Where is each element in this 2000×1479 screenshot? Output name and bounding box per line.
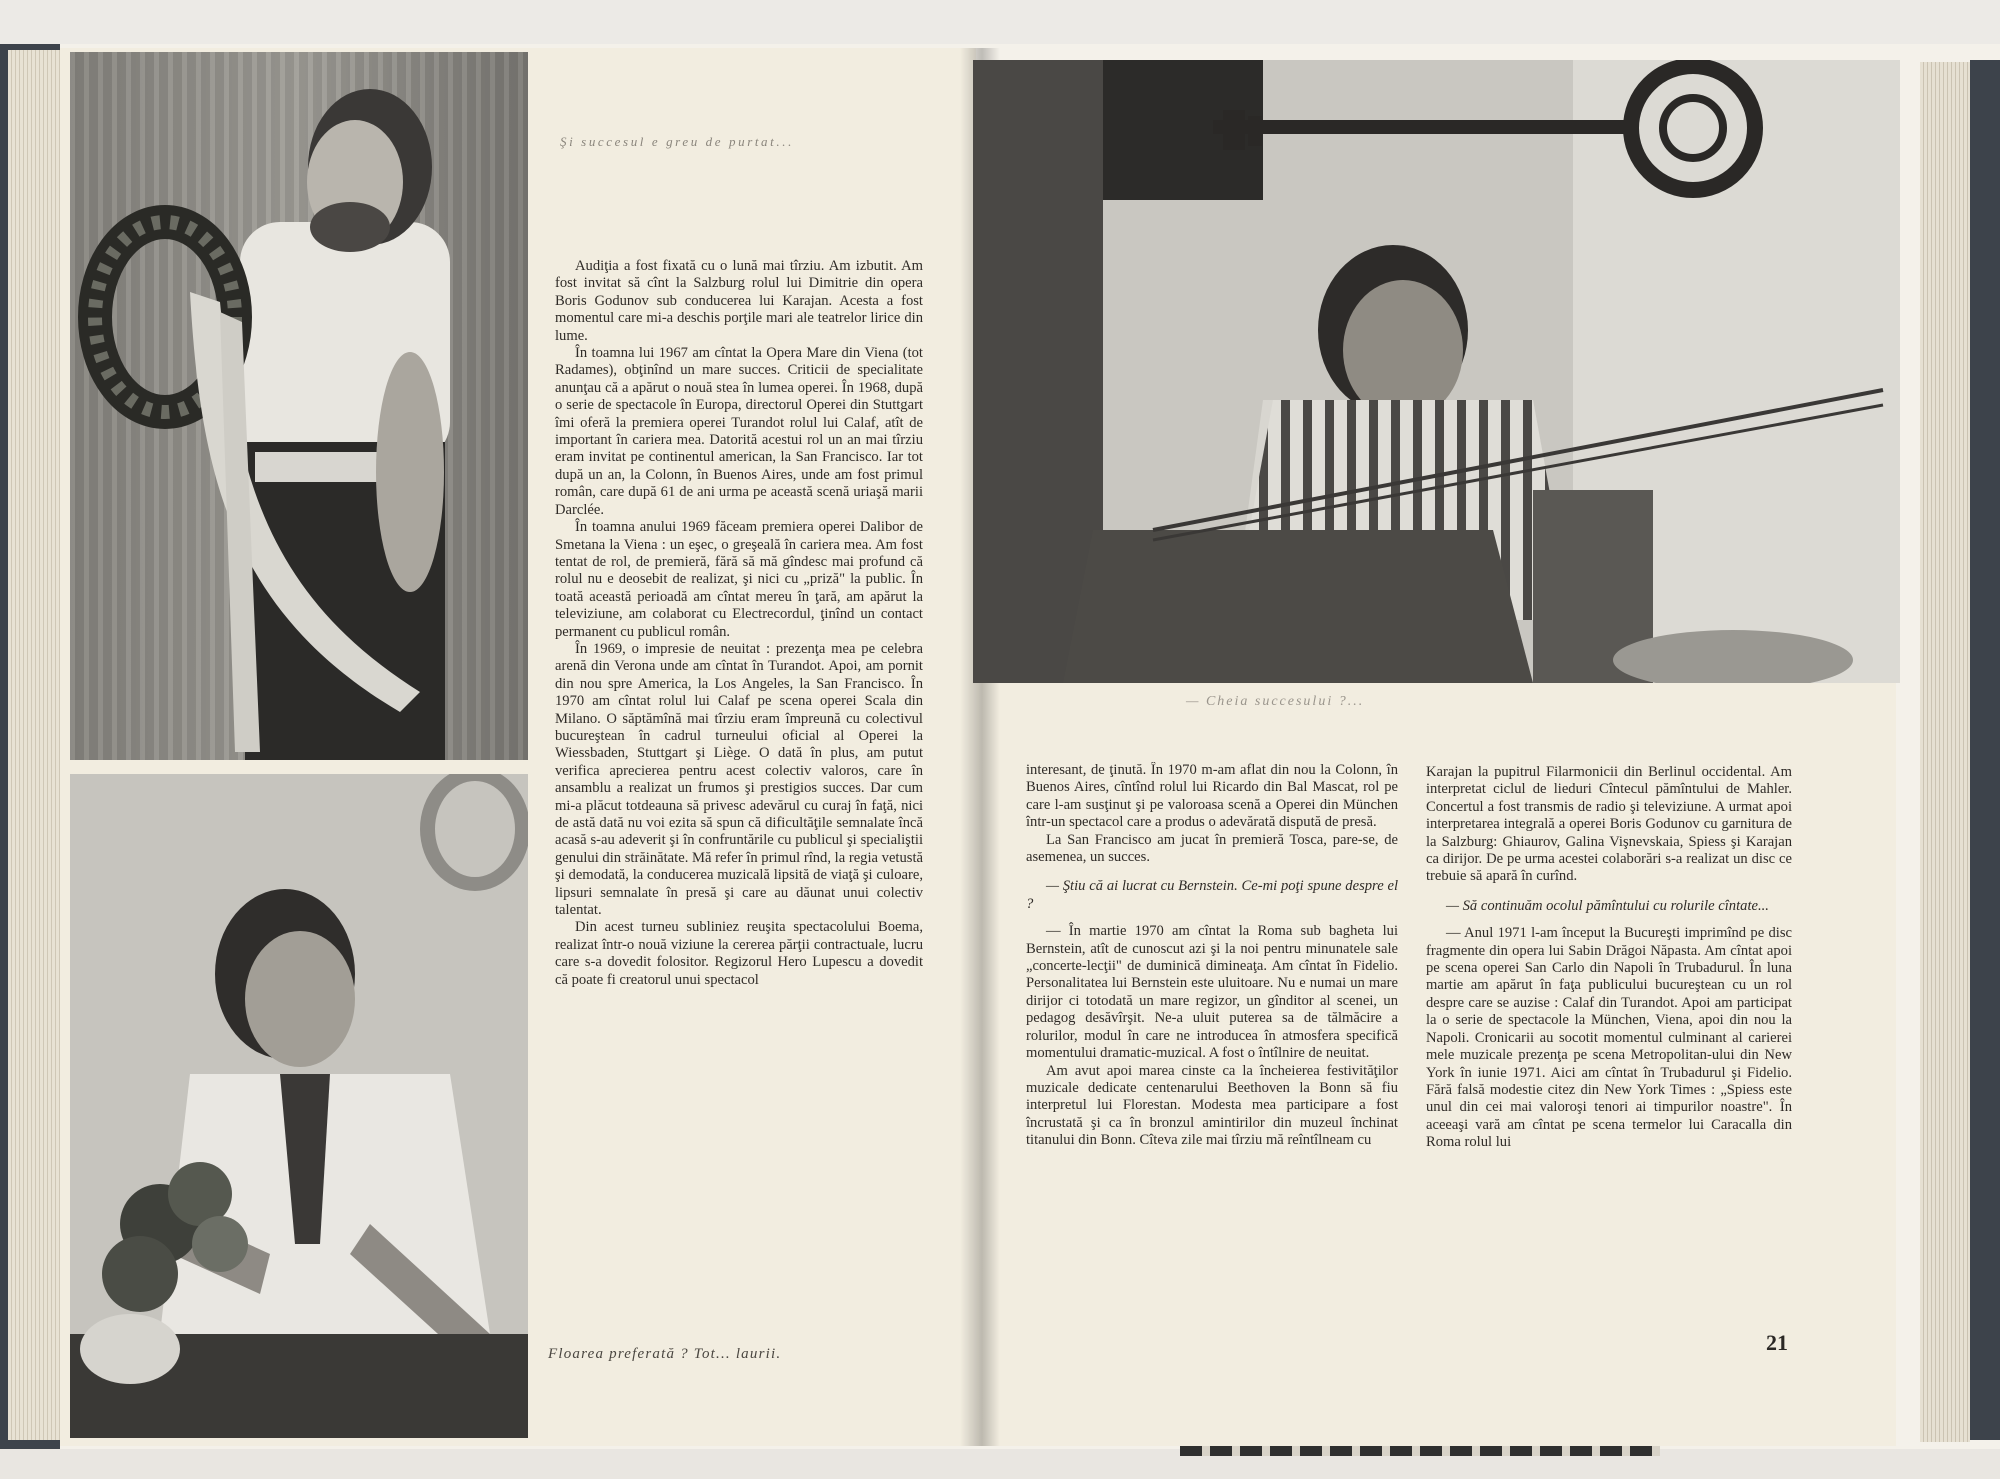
caption-bottom: Floarea preferată ? Tot... laurii.: [548, 1346, 782, 1362]
paragraph: Din acest turneu subliniez reuşita spectacolului Boema, realizat într-o nouă viziune la cererea părţii contractuale, lucru care s-a dovedit folositor. Regizorul Hero Lupescu a dovedit că poate fi creatorul unui spectacol: [555, 919, 923, 988]
page-edges-right: [1920, 62, 1970, 1442]
caption-key: — Cheia succesului ?...: [1186, 694, 1365, 709]
interview-question: — Să continuăm ocolul pămîntului cu rolurile cîntate...: [1446, 897, 1769, 914]
paragraph: — În martie 1970 am cîntat la Roma sub bagheta lui Bernstein, atît de cunoscut azi şi la noi pentru minunatele sale „concerte-lecţii" de duminică dimineaţa. Am cîntat în Fidelio. Personalitatea lui Bernstein este uluitoare. Nu e numai un mare dirijor ci totodată un mare regizor, un gînditor al scenei, un pedagog desăvîrşit. Ne-a uluit puterea sa de tălmăcire a rolurilor, modul în care ne introducea în atmosfera specifică momentului dramatic-muzical. A fost o întîlnire de neuitat.: [1026, 923, 1398, 1062]
article-column-3: [1426, 764, 1792, 1320]
page-number: 21: [1766, 1330, 1788, 1355]
paragraph: În toamna lui 1967 am cîntat la Opera Mare din Viena (tot Radames), obţinînd un mare succes. Criticii de specialitate anunţau că a apărut o nouă stea în lumea operei. În 1968, după o serie de spectacole în Europa, directorul Operei din Stuttgart îmi oferă la premiera operei Turandot rolul lui Calaf, atît de important în cariera mea. Datorită acestui rol un an mai tîrziu eram invitat pe continentul american, la San Francisco. Iar tot după un an, la Colonn, în Buenos Aires, unde am fost primul român, care după 61 de ani urma pe această scenă uriaşă marii Darclée.: [555, 345, 923, 518]
book-cover-bottom: [0, 1449, 2000, 1479]
paragraph: Am avut apoi marea cinste ca la încheierea festivităţilor muzicale dedicate centenarului Beethoven la Bonn să fiu interpretul lui Florestan. Modesta mea participare a fost încrustată şi ca în bronzul amintirilor din muzeul închinat titanului din Bonn. Cîteva zile mai tîrziu mă reîntîlneam cu: [1026, 1062, 1398, 1149]
paragraph: În toamna anului 1969 făceam premiera operei Dalibor de Smetana la Viena : un eşec, o greşeală în cariera mea. Am fost tentat de rol, de premieră, fără să mă gîndesc mai profund că rolul nu e deosebit de realizat, şi nici cu „priză" la public. În toată această perioadă am cîntat mereu în ţară, am apărut la televiziune, am colaborat cu Electrecordul, ţinînd un contact permanent cu publicul român.: [555, 519, 923, 640]
paragraph: În 1969, o impresie de neuitat : prezenţa mea pe celebra arenă din Verona unde am cîntat în Turandot. Apoi, am pornit din nou spre America, la Los Angeles, la San Francisco. În 1970 am cîntat rolul lui Calaf pe scena operei Scala din Milano. O săptămînă mai tîrziu eram împreună cu colectivul bucureştean în cadrul turneului oficial al Operei la Wiessbaden, Stuttgart şi Liège. O dată în plus, am putut verifica aprecierea pentru acest colectiv valoros, care în ansamblu a realizat un frumos şi prestigios succes. Dar cum mi-a plăcut totdeauna să privesc adevărul cu curaj în faţă, nici de astă dată nu voi ezita să spun că dificultăţile semnalate încă acasă s-au adeverit şi în confruntările cu publicul şi specialiştii genului din străinătate. Mă refer în primul rînd, la regia vetustă şi demodată, la conducerea muzicală lipsită de viaţă şi culoare, lipsuri semnalate în presă şi care au dăunat unui colectiv talentat.: [555, 640, 923, 919]
paragraph: La San Francisco am jucat în premieră Tosca, pare-se, de asemenea, un succes.: [1026, 831, 1398, 866]
paragraph: interesant, de ţinută. În 1970 m-am aflat din nou la Colonn, în Buenos Aires, cîntînd rolul lui Ricardo din Bal Mascat, rol pe care l-am susţinut şi pe valoroasa scenă a Operei din München într-un spectacol care a produs o adevărată dispută de presă.: [1026, 762, 1398, 831]
photo-wreath: [70, 52, 528, 760]
paragraph: — Anul 1971 l-am început la Bucureşti imprimînd pe disc fragmente din opera lui Sabin Drăgoi Năpasta. Am cîntat apoi pe scena operei San Carlo din Napoli în Trubadurul. În luna martie am apărut în faţa publicului bucureştean cu un rol despre care se auzise : Calaf din Turandot. Apoi am participat la o serie de spectacole la München, Viena, apoi din nou la Napoli. Cronicarii au socotit momentul culminant al carierei mele muzicale prezenţa pe scena Metropolitan-ului din New York în iunie 1971. Aici am cîntat în Trubadurul şi Fidelio. Fără falsă modestie citez din New York Times : „Spiess este unul din cei mai valoroşi tenori ai timpurilor noastre". În aceeaşi vară am cîntat pe scena termelor lui Caracalla din Roma rolul lui: [1426, 925, 1792, 1151]
photo-flowers: [70, 774, 528, 1438]
caption-top: Şi succesul e greu de purtat...: [560, 134, 794, 149]
next-page-edge: [1180, 1446, 1660, 1456]
interview-question: — Ştiu că ai lucrat cu Bernstein. Ce-mi poţi spune despre el ?: [1026, 878, 1398, 912]
paragraph: Audiţia a fost fixată cu o lună mai tîrziu. Am izbutit. Am fost invitat să cînt la Salzburg rolul lui Dimitrie din opera Boris Godunov sub conducerea lui Karajan. Acesta a fost momentul care mi-a deschis porţile mari ale teatrelor lirice din lume.: [555, 258, 923, 344]
photo-key: [973, 60, 1900, 683]
paragraph: Karajan la pupitrul Filarmonicii din Berlinul occidental. Am interpretat ciclul de lieduri Cîntecul pămîntului de Mahler. Concertul a fost transmis de radio şi televiziune. A urmat apoi interpretarea integrală a operei Boris Godunov cu garnitura de la Salzburg: Ghiaurov, Galina Vişnevskaia, Spiess şi Karajan ca dirijor. De pe urma acestei colaborări s-a realizat un disc ce trebuie să apară în curînd.: [1426, 764, 1792, 885]
page-edges-left: [8, 50, 60, 1440]
article-column-1: [555, 258, 923, 1336]
book-cover-right: [1970, 60, 2000, 1440]
book-cover-top: [0, 0, 2000, 44]
article-column-2: [1026, 762, 1398, 1322]
